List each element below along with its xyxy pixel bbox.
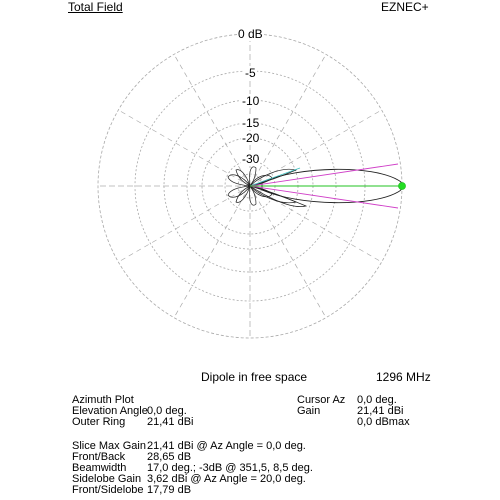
outer-ring-value: 21,41 dBi <box>147 416 194 428</box>
ring-label-minus10: -10 <box>242 94 260 108</box>
beamwidth-line-lower <box>250 186 398 208</box>
tab-total-field[interactable]: Total Field <box>68 0 123 14</box>
grid-spoke <box>174 186 250 318</box>
elevation-angle-label: Elevation Angle <box>72 405 148 417</box>
frequency: 1296 MHz <box>376 370 431 384</box>
beamwidth-value: 17,0 deg.; -3dB @ 351,5, 8,5 deg. <box>147 462 313 474</box>
plot-markers <box>250 183 406 190</box>
grid-spoke <box>250 110 382 186</box>
sidelobe-gain-value: 3,62 dBi @ Az Angle = 20,0 deg. <box>147 473 306 485</box>
front-sidelobe-value: 17,79 dB <box>147 484 192 496</box>
grid-spoke <box>118 110 250 186</box>
beamwidth-label: Beamwidth <box>72 462 127 474</box>
slice-max-gain-label: Slice Max Gain <box>72 440 146 452</box>
front-back-value: 28,65 dB <box>147 451 192 463</box>
antenna-description: Dipole in free space <box>201 370 308 384</box>
ring-label-minus5: -5 <box>245 66 256 80</box>
side-lobe <box>250 186 306 207</box>
ring-label-0db: 0 dB <box>238 27 263 41</box>
grid-spoke <box>250 186 326 318</box>
ring-label-minus15: -15 <box>242 116 260 130</box>
max-gain-marker <box>399 183 406 190</box>
cursor-az-value: 0,0 deg. <box>357 394 397 406</box>
grid-spoke <box>250 54 326 186</box>
ring-label-minus30: -30 <box>242 152 260 166</box>
grid-spoke <box>118 186 250 262</box>
slice-max-gain-value: 21,41 dBi @ Az Angle = 0,0 deg. <box>147 440 306 452</box>
front-back-label: Front/Back <box>72 451 126 463</box>
gain-dbmax-value: 0,0 dBmax <box>357 416 410 428</box>
grid-spoke <box>174 54 250 186</box>
front-sidelobe-label: Front/Sidelobe <box>72 484 144 496</box>
cursor-az-label: Cursor Az <box>297 394 346 406</box>
plot-type: Azimuth Plot <box>72 394 134 406</box>
elevation-angle-value: 0,0 deg. <box>147 405 187 417</box>
gain-value: 21,41 dBi <box>357 405 404 417</box>
ring-label-minus20: -20 <box>242 131 260 145</box>
sidelobe-gain-label: Sidelobe Gain <box>72 473 142 485</box>
gain-label: Gain <box>297 405 321 417</box>
app-name: EZNEC+ <box>381 0 429 14</box>
outer-ring-label: Outer Ring <box>72 416 126 428</box>
